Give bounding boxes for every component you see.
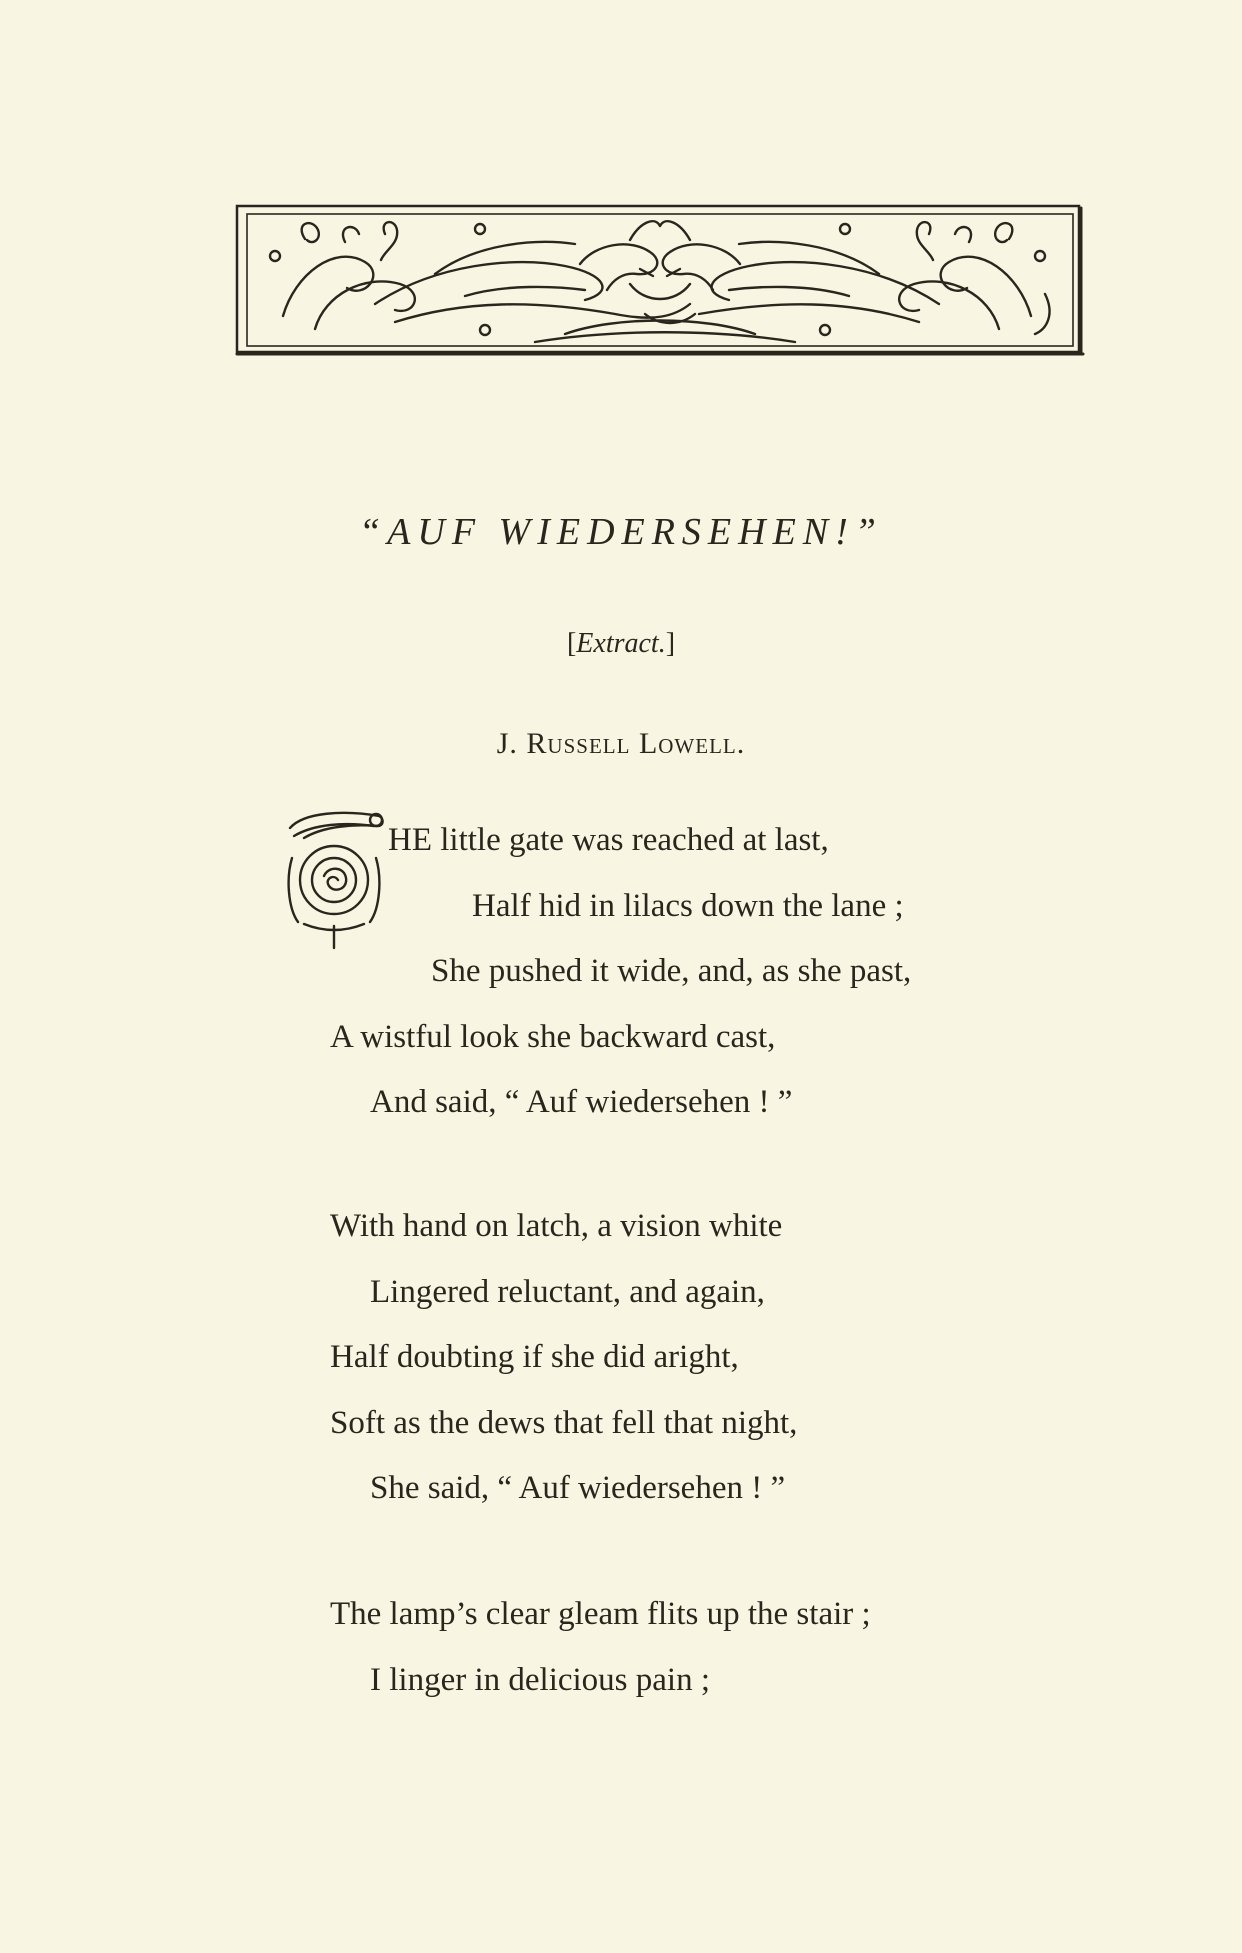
poem-line: I linger in delicious pain ; — [370, 1662, 711, 1698]
poem-line: Half doubting if she did aright, — [330, 1339, 739, 1375]
poem-line: Soft as the dews that fell that night, — [330, 1405, 798, 1441]
foliate-headpiece-icon — [235, 204, 1085, 358]
ornamental-initial-icon — [284, 808, 394, 958]
poem-line: And said, “ Auf wiedersehen ! ” — [370, 1084, 793, 1120]
poem-line: The lamp’s clear gleam flits up the stair ; — [330, 1596, 871, 1632]
poem-author: J. Russell Lowell. — [496, 727, 746, 760]
subtitle-close-bracket: ] — [665, 628, 676, 659]
poem-line: She said, “ Auf wiedersehen ! ” — [370, 1470, 786, 1506]
poem-line: With hand on latch, a vision white — [330, 1208, 783, 1244]
poem-subtitle — [0, 628, 1242, 660]
poem-line: She pushed it wide, and, as she past, — [431, 953, 912, 989]
poem-line: HE little gate was reached at last, — [388, 822, 829, 858]
poem-line: A wistful look she backward cast, — [330, 1019, 776, 1055]
poem-title: “AUF WIEDERSEHEN!” — [359, 511, 883, 553]
subtitle-open-bracket: [ — [566, 628, 577, 659]
poem-line: Half hid in lilacs down the lane ; — [472, 888, 904, 924]
poem-line: Lingered reluctant, and again, — [370, 1274, 765, 1310]
subtitle-text: Extract. — [576, 628, 666, 659]
